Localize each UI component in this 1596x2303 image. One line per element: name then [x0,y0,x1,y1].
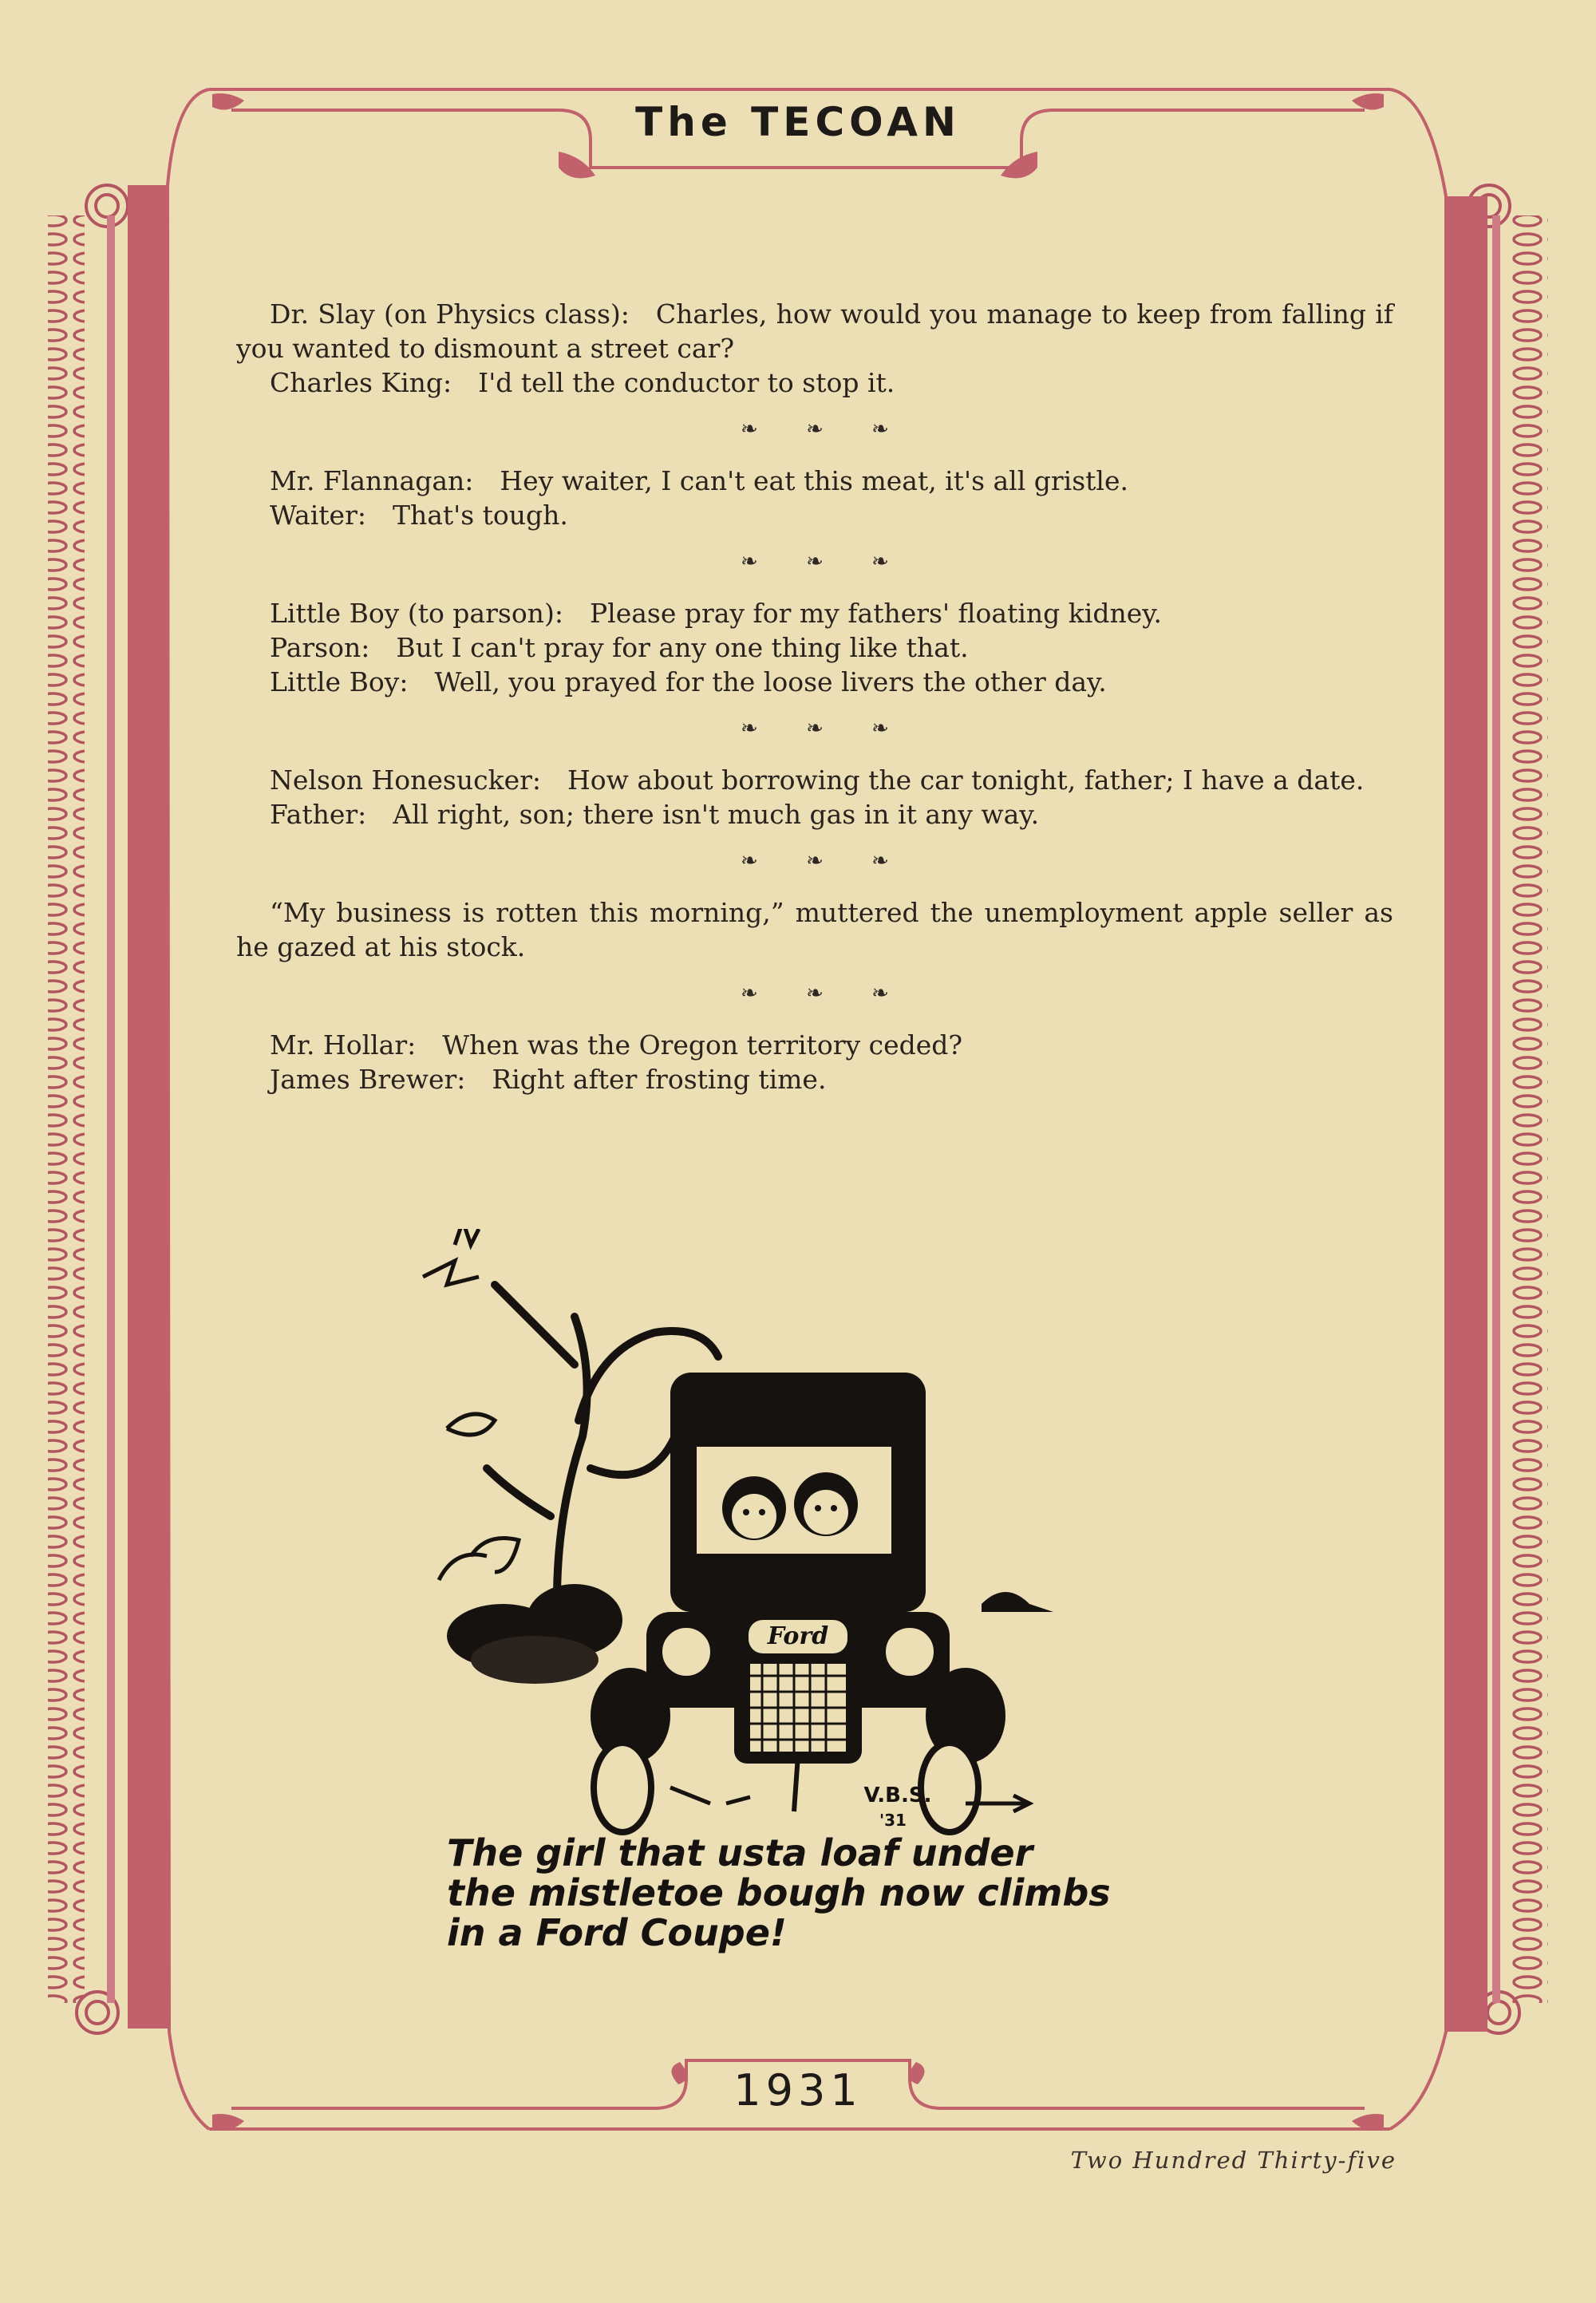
speaker-name: Waiter: [270,500,366,531]
artist-signature-year: '31 [879,1811,907,1830]
speaker-name: Mr. Hollar: [270,1029,417,1061]
joke-line [236,665,1393,699]
speaker-name: Dr. Slay (on Physics class): [270,298,630,330]
dialogue-text: Hey waiter, I can't eat this meat, it's all gristle. [500,465,1128,496]
joke-line [236,498,1393,532]
bush-illustration [447,1584,622,1684]
speaker-name: Little Boy: [270,666,409,697]
joke-block [236,1028,1393,1096]
joke-line [236,1028,1393,1062]
dialogue-text: But I can't pray for any one thing like that. [396,632,969,663]
joke-line [236,297,1393,365]
ford-emblem: Ford [767,1622,829,1650]
joke-line [236,797,1393,832]
dialogue-text: That's tough. [392,500,568,531]
dialogue-text: Please pray for my fathers' floating kidney. [589,598,1162,629]
speaker-name: Parson: [270,632,370,663]
dialogue-text: Charles, how would you manage to keep from falling if you wanted to dismount a street car? [236,298,1393,364]
dialogue-text: Right after frosting time. [492,1064,827,1095]
speaker-name: Father: [270,799,367,830]
left-coil-border [48,215,85,2003]
joke-line [236,895,1393,964]
dialogue-text: All right, son; there isn't much gas in it any way. [393,799,1040,830]
joke-line [236,1062,1393,1096]
cartoon-caption [447,1831,1111,1954]
section-separator: ❧ ❧ ❧ [741,849,910,873]
joke-block [236,596,1393,699]
caption-line: The girl that usta loaf under [447,1831,1033,1874]
section-separator: ❧ ❧ ❧ [741,982,910,1005]
page-number: Two Hundred Thirty-five [1070,2147,1396,2174]
joke-line [236,630,1393,665]
joke-line [236,763,1393,797]
joke-line [236,596,1393,630]
joke-block [236,297,1393,400]
artist-signature: V.B.S. [863,1784,932,1807]
ford-cartoon-illustration [391,1229,1253,1995]
dialogue-text: When was the Oregon territory ceded? [442,1029,963,1061]
dialogue-text: How about borrowing the car tonight, father; I have a date. [567,764,1365,796]
caption-line: the mistletoe bough now climbs [447,1871,1111,1914]
speaker-name: Little Boy (to parson): [270,598,563,629]
joke-block [236,895,1393,964]
dialogue-text: Well, you prayed for the loose livers the other day. [434,666,1107,697]
right-coil-border [1511,215,1548,2003]
ford-car-illustration [591,1373,1053,1832]
dialogue-text: I'd tell the conductor to stop it. [478,367,895,398]
speaker-name: Charles King: [270,367,452,398]
footer-year: 1931 [733,2065,863,2115]
joke-block [236,464,1393,532]
page-header-title: The TECOAN [635,99,961,145]
caption-line: in a Ford Coupe! [447,1911,787,1954]
dialogue-text: “My business is rotten this morning,” muttered the unemployment apple seller as he gazed at his stock. [236,897,1393,962]
jokes-column [236,297,1393,1096]
section-separator: ❧ ❧ ❧ [741,417,910,441]
joke-line [236,464,1393,498]
joke-line [236,365,1393,400]
speaker-name: Mr. Flannagan: [270,465,474,496]
section-separator: ❧ ❧ ❧ [741,717,910,741]
speaker-name: James Brewer: [270,1064,466,1095]
speaker-name: Nelson Honesucker: [270,764,542,796]
joke-block [236,763,1393,832]
section-separator: ❧ ❧ ❧ [741,550,910,574]
